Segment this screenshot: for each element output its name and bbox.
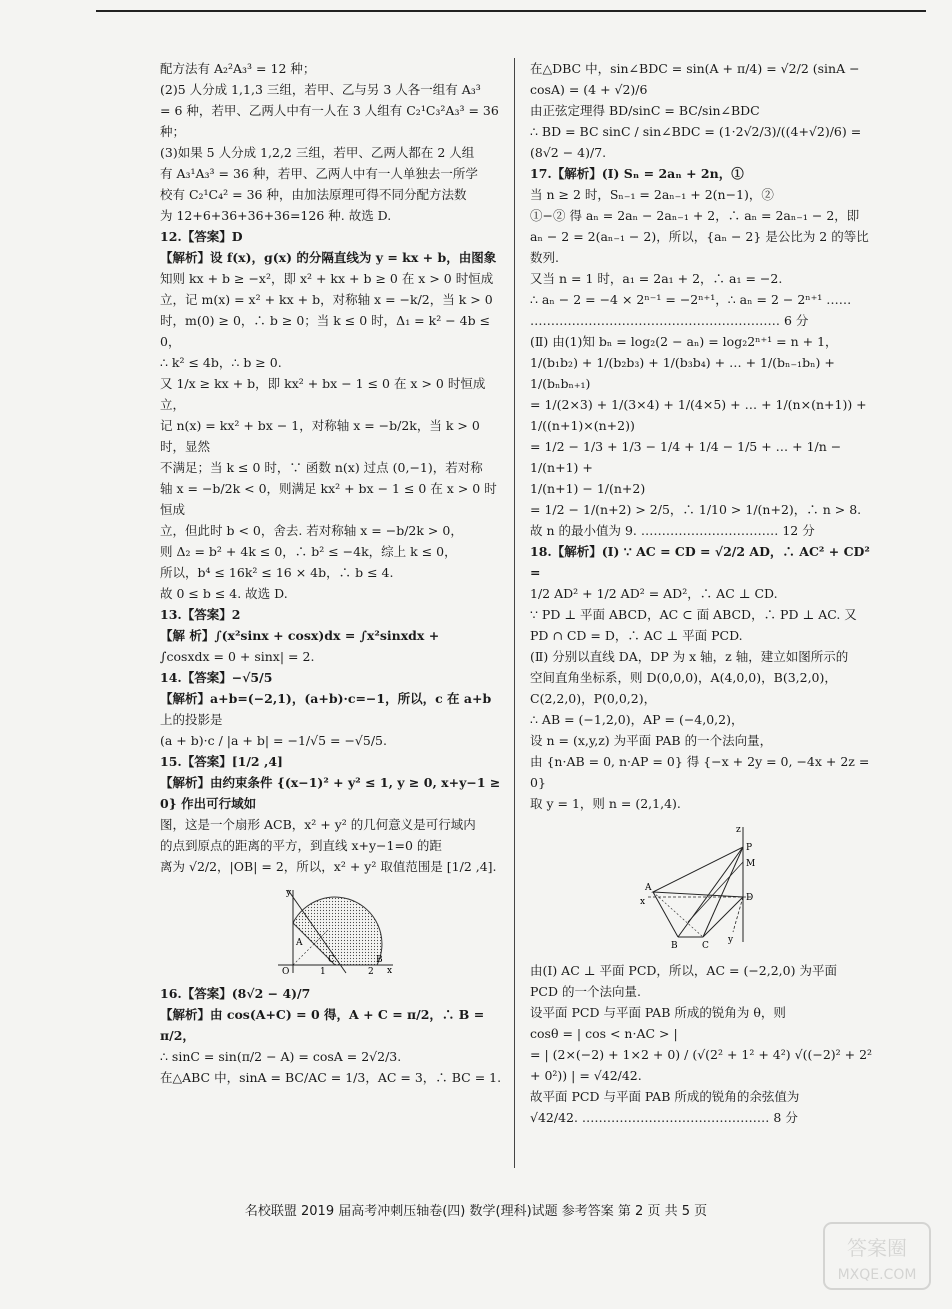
point-b-label-3d: B (670, 941, 678, 951)
left-column (160, 58, 505, 1088)
right-line: 设 n = (x,y,z) 为平面 PAB 的一个法向量， (530, 733, 773, 748)
axis-y-label: y (285, 888, 291, 898)
left-line: = 6 种，若甲、乙两人中有一人在 3 人组有 C₂¹C₃²A₃³ = 36 (160, 103, 499, 118)
page-footer: 名校联盟 2019 届高考冲刺压轴卷(四) 数学(理科)试题 参考答案 第 2 页 共 5 页 (244, 1204, 708, 1219)
right-line: C(2,2,0)，P(0,0,2)， (530, 691, 657, 706)
left-line: 15.【答案】[1/2 ,4] (160, 754, 283, 769)
left-line: 16.【答案】(8√2 − 4)/7 (160, 986, 311, 1001)
left-line: 【解析】设 f(x)，g(x) 的分隔直线为 y = kx + b，由图象 (160, 250, 497, 265)
left-line: 知则 kx + b ≥ −x²，即 x² + kx + b ≥ 0 在 x > 0 时恒成 (160, 271, 494, 286)
right-line: 数列. (530, 250, 559, 265)
point-p-label: P (745, 843, 752, 853)
right-line: (Ⅱ) 分别以直线 DA，DP 为 x 轴，z 轴，建立如图所示的 (530, 649, 849, 664)
left-line: 的点到原点的距离的平方，到直线 x+y−1=0 的距 (160, 838, 442, 853)
svg-text:MXQE.COM: MXQE.COM (837, 1267, 917, 1283)
left-line: 则 Δ₂ = b² + 4k ≤ 0，∴ b² ≤ −4k，综上 k ≤ 0， (160, 544, 457, 559)
right-line: PCD 的一个法向量. (530, 984, 641, 999)
right-line: aₙ − 2 = 2(aₙ₋₁ − 2)，所以，{aₙ − 2} 是公比为 2 的等比 (530, 229, 869, 244)
left-line: 12.【答案】D (160, 229, 243, 244)
left-line: 【解析】由 cos(A+C) = 0 得，A + C = π/2，∴ B = π/2， (160, 1007, 489, 1043)
left-text-block-b (160, 983, 505, 1088)
point-c-label-3d: C (701, 941, 709, 951)
right-line: 当 n ≥ 2 时，Sₙ₋₁ = 2aₙ₋₁ + 2(n−1)，② (530, 187, 774, 202)
left-line: 立，记 m(x) = x² + kx + b，对称轴 x = −k/2，当 k > 0 (160, 292, 493, 307)
left-text-block-a (160, 58, 505, 877)
right-line: ①−② 得 aₙ = 2aₙ − 2aₙ₋₁ + 2，∴ aₙ = 2aₙ₋₁ − 2，即 (530, 208, 860, 223)
left-line: 上的投影是 (160, 712, 223, 727)
left-line: ∴ sinC = sin(π/2 − A) = cosA = 2√2/3. (160, 1049, 402, 1064)
watermark-logo (822, 1221, 932, 1291)
column-divider (514, 58, 515, 1168)
left-line: 配方法有 A₂²A₃³ = 12 种； (160, 61, 316, 76)
left-line: 有 A₃¹A₃³ = 36 种，若甲、乙两人中有一人单独去一所学 (160, 166, 478, 181)
right-line: 取 y = 1，则 n = (2,1,4). (530, 796, 681, 811)
right-line: 在△DBC 中，sin∠BDC = sin(A + π/4) = √2/2 (sinA − (530, 61, 860, 76)
right-line: ∴ aₙ − 2 = −4 × 2ⁿ⁻¹ = −2ⁿ⁺¹，∴ aₙ = 2 − 2ⁿ⁺¹ …… (530, 292, 852, 307)
right-line: 1/(n+1) − 1/(n+2) (530, 481, 646, 496)
point-a-label: A (295, 938, 302, 948)
left-line: 时，m(0) ≥ 0，∴ b ≥ 0；当 k ≤ 0 时，Δ₁ = k² − 4b ≤ 0， (160, 313, 495, 349)
left-line: (2)5 人分成 1,1,3 三组，若甲、乙与另 3 人各一组有 A₃³ (160, 82, 481, 97)
right-line: 17.【解析】(Ⅰ) Sₙ = 2aₙ + 2n，① (530, 166, 744, 181)
right-line: 1/((n+1)×(n+2)) (530, 418, 635, 433)
svg-text:答案圈: 答案圈 (847, 1236, 907, 1260)
right-line: = | (2×(−2) + 1×2 + 0) / (√(2² + 1² + 4²) √((−2)² + 2² + 0²)) | = √42/42. (530, 1047, 877, 1083)
right-line: 1/2 AD² + 1/2 AD² = AD²，∴ AC ⊥ CD. (530, 586, 778, 601)
left-line: 【解析】a+b=(−2,1)，(a+b)·c=−1，所以，c 在 a+b (160, 691, 492, 706)
right-line: (Ⅱ) 由(1)知 bₙ = log₂(2 − aₙ) = log₂2ⁿ⁺¹ = n + 1， (530, 334, 838, 349)
left-line: (3)如果 5 人分成 1,2,2 三组，若甲、乙两人都在 2 人组 (160, 145, 475, 160)
point-c-label: C (327, 955, 335, 965)
point-b-label: B (375, 955, 383, 965)
point-a-label-3d: A (644, 883, 651, 893)
right-line: PD ∩ CD = D，∴ AC ⊥ 平面 PCD. (530, 628, 743, 643)
left-line: ∴ k² ≤ 4b，∴ b ≥ 0. (160, 355, 282, 370)
left-line: 14.【答案】−√5/5 (160, 670, 273, 685)
right-line: √42/42. ……………………………………… 8 分 (530, 1110, 798, 1125)
axis-y-label-3d: y (727, 935, 733, 945)
axis-x-label: x (386, 966, 392, 975)
right-text-block-a (530, 58, 875, 814)
left-line: 轴 x = −b/2k < 0，则满足 kx² + bx − 1 ≤ 0 在 x > 0 时恒成 (160, 481, 497, 517)
right-line: cosθ = | cos < n·AC > | (530, 1026, 678, 1041)
right-text-block-b (530, 960, 875, 1128)
right-line: 设平面 PCD 与平面 PAB 所成的锐角为 θ，则 (530, 1005, 786, 1020)
left-line: 校有 C₂¹C₄² = 36 种，由加法原理可得不同分配方法数 (160, 187, 467, 202)
top-rule (96, 10, 926, 12)
left-line: 所以，b⁴ ≤ 16k² ≤ 16 × 4b，∴ b ≤ 4. (160, 565, 394, 580)
axis-x-label-3d: x (639, 897, 645, 907)
left-line: 立，但此时 b < 0，舍去. 若对称轴 x = −b/2k > 0， (160, 523, 463, 538)
right-line: cosA) = (4 + √2)/6 (530, 82, 648, 97)
right-line: = 1/2 − 1/(n+2) > 2/5，∴ 1/10 > 1/(n+2)，∴ n > 8. (530, 502, 862, 517)
left-line: (a + b)·c / |a + b| = −1/√5 = −√5/5. (160, 733, 387, 748)
right-line: 1/(b₁b₂) + 1/(b₂b₃) + 1/(b₃b₄) + … + 1/(bₙ₋₁bₙ) + 1/(bₙbₙ₊₁) (530, 355, 839, 391)
right-line: 由正弦定理得 BD/sinC = BC/sin∠BDC (530, 103, 760, 118)
figure-sector-feasible-region (268, 885, 398, 975)
right-line: = 1/(2×3) + 1/(3×4) + 1/(4×5) + … + 1/(n×(n+1)) + (530, 397, 867, 412)
right-line: 空间直角坐标系，则 D(0,0,0)，A(4,0,0)，B(3,2,0)， (530, 670, 837, 685)
left-line: 记 n(x) = kx² + bx − 1，对称轴 x = −b/2k，当 k > 0 时，显然 (160, 418, 484, 454)
right-line: 由 {n·AB = 0, n·AP = 0} 得 {−x + 2y = 0, −4x + 2z = 0} (530, 754, 874, 790)
tick-1-label: 1 (319, 967, 326, 975)
right-line: 又当 n = 1 时，a₁ = 2a₁ + 2，∴ a₁ = −2. (530, 271, 783, 286)
left-line: 图，这是一个扇形 ACB，x² + y² 的几何意义是可行域内 (160, 817, 476, 832)
left-line: 离为 √2/2，|OB| = 2，所以，x² + y² 取值范围是 [1/2 ,4]. (160, 859, 497, 874)
left-line: 不满足；当 k ≤ 0 时，∵ 函数 n(x) 过点 (0,−1)，若对称 (160, 460, 483, 475)
right-line: ∴ AB = (−1,2,0)，AP = (−4,0,2)， (530, 712, 744, 727)
axis-z-label: z (735, 825, 741, 835)
origin-label: O (281, 967, 289, 975)
point-d-label: D (745, 893, 753, 903)
right-line: …………………………………………………… 6 分 (530, 313, 809, 328)
left-line: 又 1/x ≥ kx + b，即 kx² + bx − 1 ≤ 0 在 x > 0 时恒成立， (160, 376, 486, 412)
right-line: 18.【解析】(Ⅰ) ∵ AC = CD = √2/2 AD，∴ AC² + CD² = (530, 544, 875, 580)
right-line: ∵ PD ⊥ 平面 ABCD，AC ⊂ 面 ABCD，∴ PD ⊥ AC. 又 (530, 607, 857, 622)
left-line: ∫cosxdx = 0 + sinx| = 2. (160, 649, 315, 664)
left-line: 在△ABC 中，sinA = BC/AC = 1/3，AC = 3，∴ BC = 1. (160, 1070, 502, 1085)
left-line: 种； (160, 124, 186, 139)
tick-2-label: 2 (367, 967, 374, 975)
left-line: 故 0 ≤ b ≤ 4. 故选 D. (160, 586, 288, 601)
point-m-label: M (745, 859, 755, 869)
left-line: 【解 析】∫(x²sinx + cosx)dx = ∫x²sinxdx + (160, 628, 440, 643)
left-line: 13.【答案】2 (160, 607, 241, 622)
left-line: 为 12+6+36+36+36=126 种. 故选 D. (160, 208, 392, 223)
right-line: 故平面 PCD 与平面 PAB 所成的锐角的余弦值为 (530, 1089, 800, 1104)
right-line: 故 n 的最小值为 9. …………………………… 12 分 (530, 523, 815, 538)
right-line: 由(Ⅰ) AC ⊥ 平面 PCD，所以，AC = (−2,2,0) 为平面 (530, 963, 837, 978)
right-line: = 1/2 − 1/3 + 1/3 − 1/4 + 1/4 − 1/5 + … + 1/n − 1/(n+1) + (530, 439, 846, 475)
right-line: ∴ BD = BC sinC / sin∠BDC = (1·2√2/3)/((4+√2)/6) = (8√2 − 4)/7. (530, 124, 866, 160)
figure-pyramid-coordinate-system (628, 822, 778, 952)
left-line: 【解析】由约束条件 {(x−1)² + y² ≤ 1, y ≥ 0, x+y−1 ≥ 0} 作出可行域如 (160, 775, 505, 811)
right-column (530, 58, 875, 1128)
